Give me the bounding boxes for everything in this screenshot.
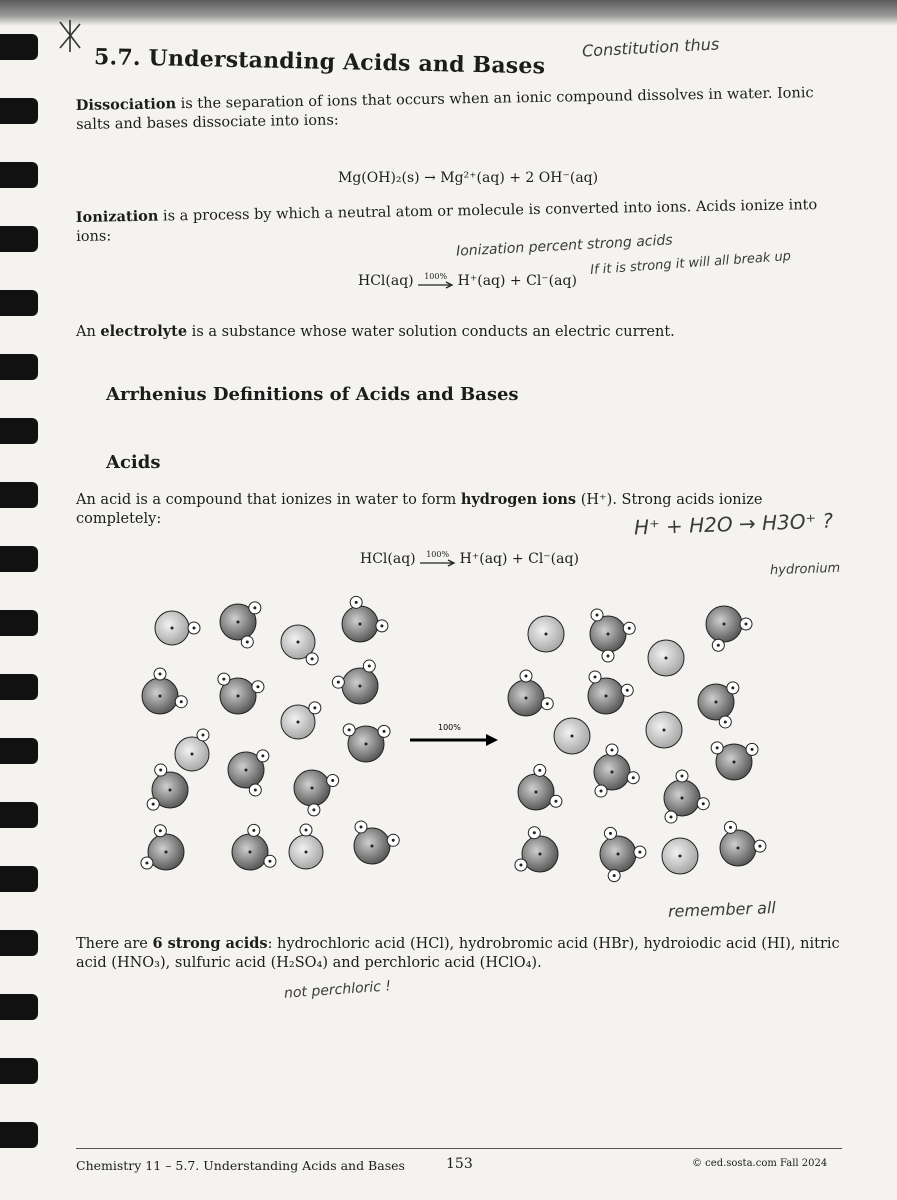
page-title: 5.7. Understanding Acids and Bases xyxy=(93,44,546,80)
handwritten-ionization-note: Ionization percent strong acids xyxy=(455,232,673,260)
page-top-shadow xyxy=(0,0,897,26)
reaction-arrow-icon xyxy=(420,559,456,567)
reaction-arrow-icon xyxy=(418,281,454,289)
strong-acids-paragraph: There are 6 strong acids: hydrochloric acid (HCl), hydrobromic acid (HBr), hydroiodic acid (HI), nitric acid (HNO₃), sulfuric acid (H₂SO₄) and perchloric acid (HClO₄). xyxy=(76,935,840,971)
acids-paragraph: An acid is a compound that ionizes in water to form hydrogen ions (H⁺). Strong acids ionize completely: xyxy=(76,491,763,527)
acids-heading: Acids xyxy=(106,452,161,473)
handwritten-remember: remember all xyxy=(667,898,777,921)
spiral-binding xyxy=(0,0,52,1200)
handwritten-top-note: Constitution thus xyxy=(581,34,720,61)
handwritten-hydronium-label: hydronium xyxy=(769,560,841,579)
footer-chapter: Chemistry 11 – 5.7. Understanding Acids and Bases xyxy=(76,1158,405,1173)
arrhenius-heading: Arrhenius Definitions of Acids and Bases xyxy=(106,384,519,405)
handwritten-hydronium-equation: H⁺ + H2O → H3O⁺ ? xyxy=(633,508,834,540)
star-mark-icon xyxy=(54,18,86,54)
electrolyte-paragraph: An electrolyte is a substance whose water solution conducts an electric current. xyxy=(76,323,675,340)
page-number: 153 xyxy=(446,1156,473,1172)
handwritten-strong-note: If it is strong it will all break up xyxy=(589,249,792,278)
handwritten-not-perchloric: not perchloric ! xyxy=(283,978,392,1002)
dissociation-paragraph: Dissociation is the separation of ions that occurs when an ionic compound dissolves in water. Ionic salts and bases dissociate into ions: xyxy=(75,85,814,133)
ionization-paragraph: Ionization is a process by which a neutral atom or molecule is converted into ions. Acids ionize into ions: xyxy=(75,197,818,245)
ionization-equation: HCl(aq) 100% H⁺(aq) + Cl⁻(aq) xyxy=(358,272,577,289)
footer-rule xyxy=(76,1148,842,1149)
diagram-arrow-label: 100% xyxy=(438,723,461,732)
dissociation-equation: Mg(OH)₂(s) → Mg²⁺(aq) + 2 OH⁻(aq) xyxy=(338,170,599,186)
footer-copyright: © ced.sosta.com Fall 2024 xyxy=(692,1158,828,1169)
ionization-molecule-diagram xyxy=(120,590,800,890)
strong-acid-equation: HCl(aq) 100% H⁺(aq) + Cl⁻(aq) xyxy=(360,550,579,567)
